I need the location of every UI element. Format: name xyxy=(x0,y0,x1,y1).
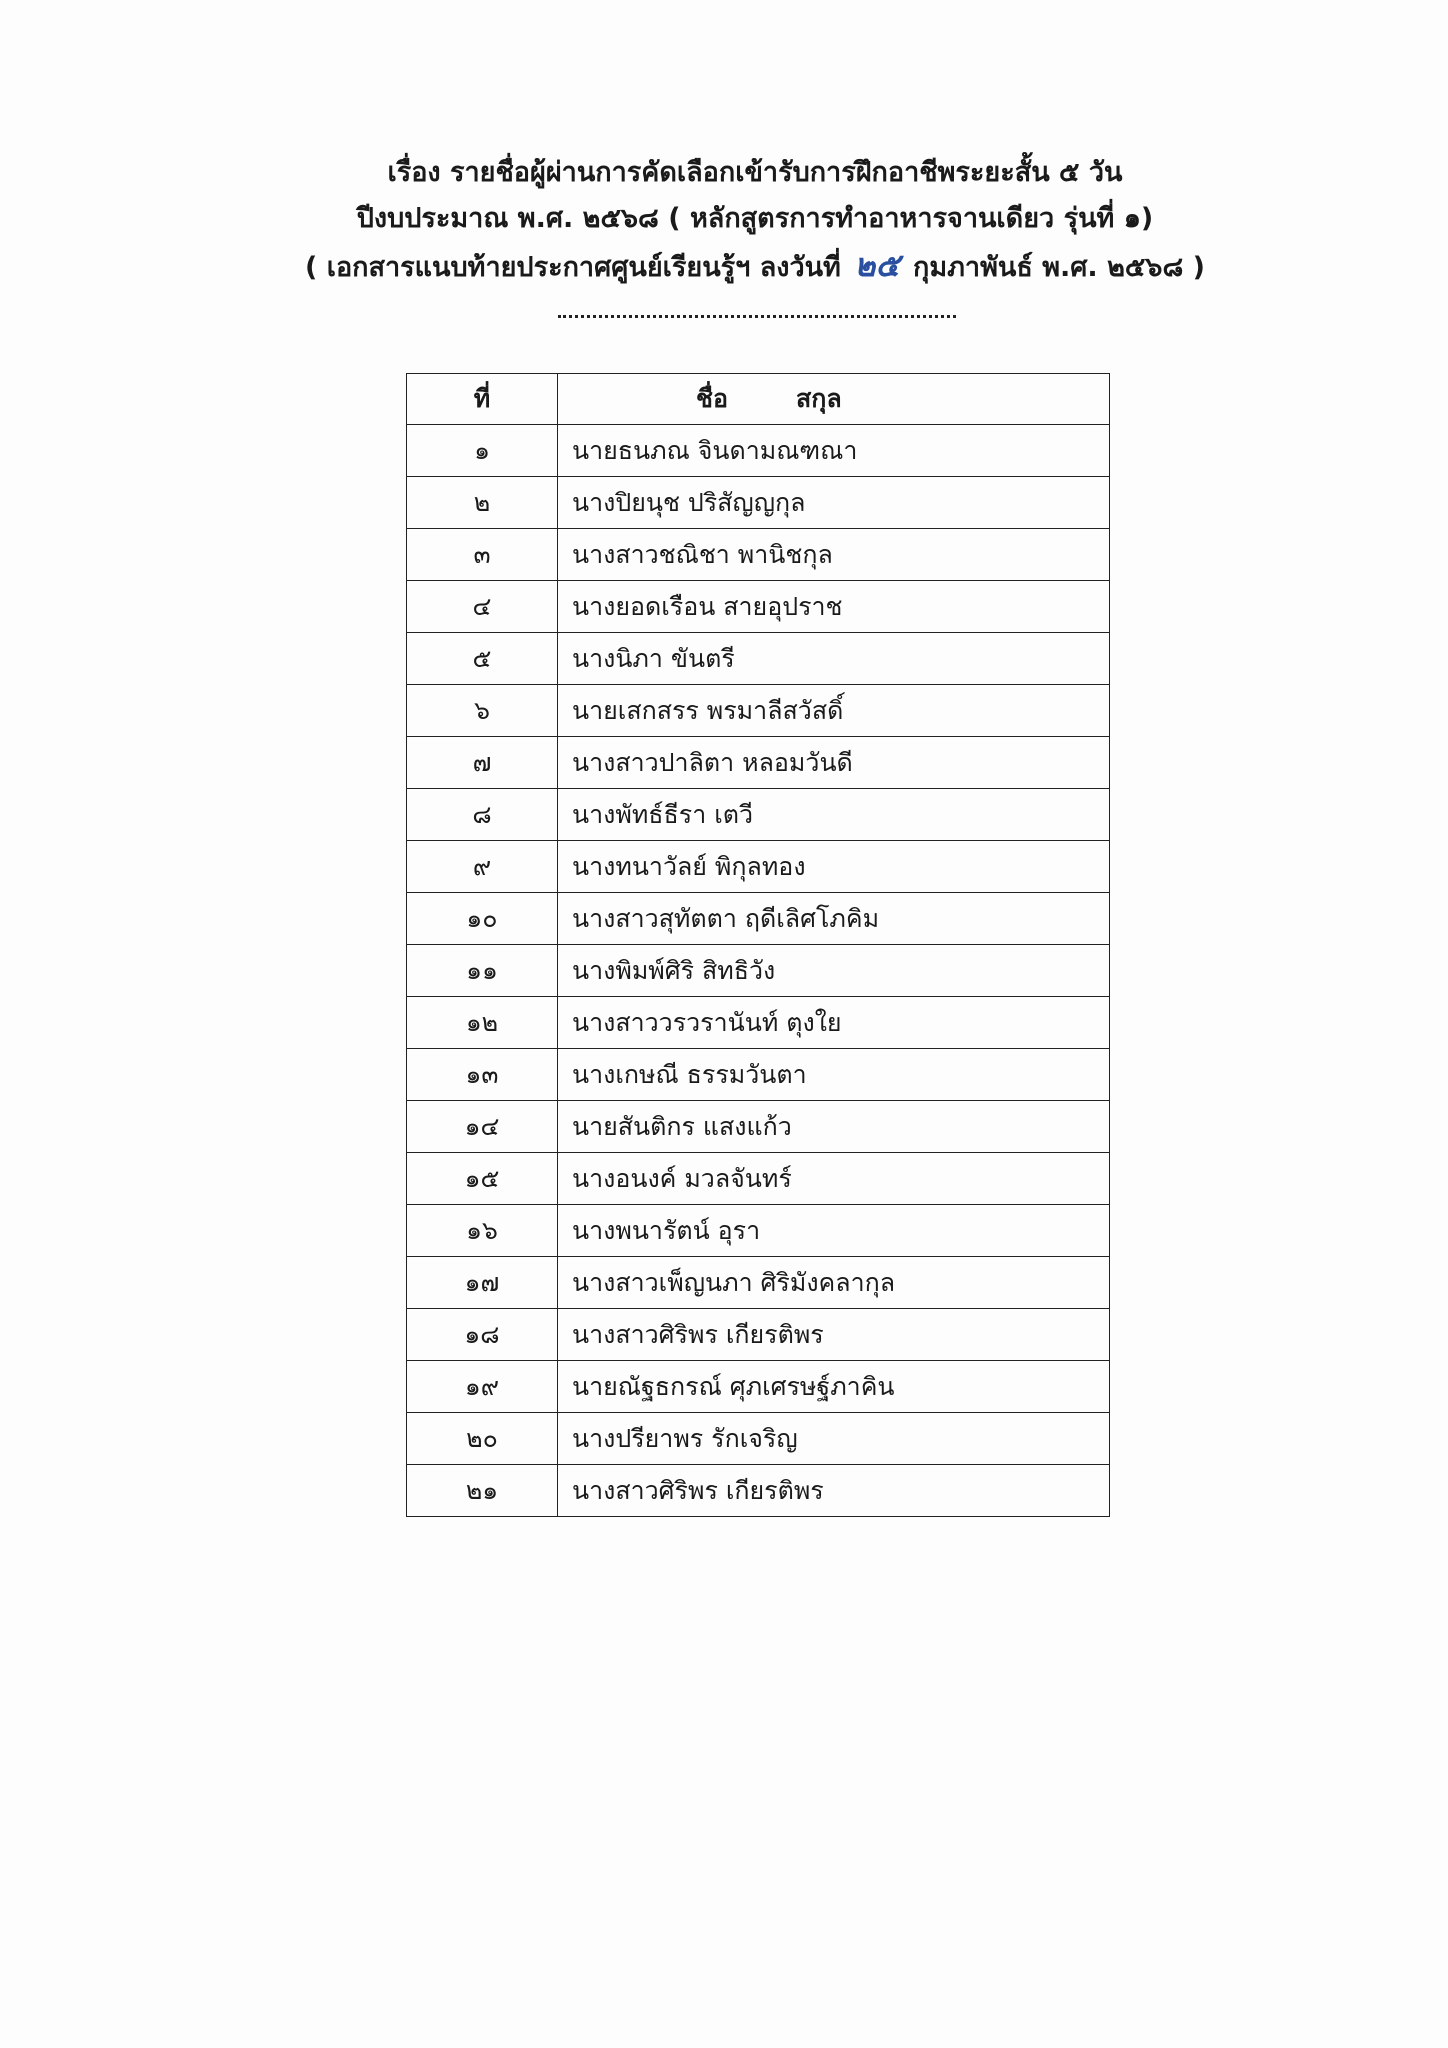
row-number: ๒๐ xyxy=(407,1413,558,1465)
participant-name: นางอนงค์ มวลจันทร์ xyxy=(558,1153,1110,1205)
row-number: ๓ xyxy=(407,529,558,581)
participant-name: นายสันติกร แสงแก้ว xyxy=(558,1101,1110,1153)
table-row xyxy=(407,789,1110,841)
participant-name: นางสาววรวรานันท์ ตุงใย xyxy=(558,997,1110,1049)
document-header xyxy=(0,150,1448,291)
table-row xyxy=(407,477,1110,529)
participant-name: นางปรียาพร รักเจริญ xyxy=(558,1413,1110,1465)
header-first-name: ชื่อ xyxy=(696,384,728,413)
participant-name: นางสาวปาลิตา หลอมวันดี xyxy=(558,737,1110,789)
header-last-name: สกุล xyxy=(796,384,842,413)
table-row xyxy=(407,1101,1110,1153)
participant-name: นางทนาวัลย์ พิกุลทอง xyxy=(558,841,1110,893)
participant-name: นางนิภา ขันตรี xyxy=(558,633,1110,685)
row-number: ๙ xyxy=(407,841,558,893)
participant-name: นางพิมพ์ศิริ สิทธิวัง xyxy=(558,945,1110,997)
header-no: ที่ xyxy=(407,374,558,425)
table-row xyxy=(407,945,1110,997)
table-row xyxy=(407,1465,1110,1517)
table-row xyxy=(407,529,1110,581)
row-number: ๑๖ xyxy=(407,1205,558,1257)
participant-name: นางปิยนุช ปริสัญญกุล xyxy=(558,477,1110,529)
participant-name: นางพัทธ์ธีรา เตวี xyxy=(558,789,1110,841)
row-number: ๑๘ xyxy=(407,1309,558,1361)
row-number: ๔ xyxy=(407,581,558,633)
header-name-cell xyxy=(558,374,1110,425)
table-row xyxy=(407,685,1110,737)
participant-name: นางสาวสุทัตตา ฤดีเลิศโภคิม xyxy=(558,893,1110,945)
row-number: ๑๒ xyxy=(407,997,558,1049)
dotted-separator xyxy=(558,295,956,318)
participant-name: นายณัฐธกรณ์ ศุภเศรษฐ์ภาคิน xyxy=(558,1361,1110,1413)
table-row xyxy=(407,1413,1110,1465)
participant-name: นางสาวศิริพร เกียรติพร xyxy=(558,1309,1110,1361)
row-number: ๑ xyxy=(407,425,558,477)
row-number: ๒๑ xyxy=(407,1465,558,1517)
row-number: ๑๑ xyxy=(407,945,558,997)
participant-name: นางสาวชณิชา พานิชกุล xyxy=(558,529,1110,581)
participant-name: นางยอดเรือน สายอุปราช xyxy=(558,581,1110,633)
header-attachment-note xyxy=(0,242,1448,291)
participants-table xyxy=(406,373,1110,1517)
row-number: ๑๗ xyxy=(407,1257,558,1309)
participant-name: นางสาวเพ็ญนภา ศิริมังคลากุล xyxy=(558,1257,1110,1309)
table-row xyxy=(407,737,1110,789)
table-row xyxy=(407,1205,1110,1257)
handwritten-date: ๒๕ xyxy=(854,246,900,284)
participant-name: นางพนารัตน์ อุรา xyxy=(558,1205,1110,1257)
header-fiscal-year: ปีงบประมาณ พ.ศ. ๒๕๖๘ ( หลักสูตรการทำอาหารจานเดียว รุ่นที่ ๑) xyxy=(356,203,1154,234)
table-row xyxy=(407,893,1110,945)
table-row xyxy=(407,997,1110,1049)
row-number: ๒ xyxy=(407,477,558,529)
attachment-note-prefix: ( เอกสารแนบท้ายประกาศศูนย์เรียนรู้ฯ ลงวันที่ xyxy=(304,252,841,283)
participant-name: นางสาวศิริพร เกียรติพร xyxy=(558,1465,1110,1517)
header-title: เรื่อง รายชื่อผู้ผ่านการคัดเลือกเข้ารับการฝึกอาชีพระยะสั้น ๕ วัน xyxy=(387,157,1123,188)
row-number: ๘ xyxy=(407,789,558,841)
row-number: ๑๙ xyxy=(407,1361,558,1413)
table-row xyxy=(407,633,1110,685)
row-number: ๑๐ xyxy=(407,893,558,945)
table-row xyxy=(407,1361,1110,1413)
row-number: ๑๕ xyxy=(407,1153,558,1205)
row-number: ๗ xyxy=(407,737,558,789)
row-number: ๖ xyxy=(407,685,558,737)
table-row xyxy=(407,841,1110,893)
participant-name: นายเสกสรร พรมาลีสวัสดิ์ xyxy=(558,685,1110,737)
table-row xyxy=(407,425,1110,477)
participant-name: นางเกษณี ธรรมวันตา xyxy=(558,1049,1110,1101)
table-row xyxy=(407,1049,1110,1101)
row-number: ๕ xyxy=(407,633,558,685)
row-number: ๑๔ xyxy=(407,1101,558,1153)
row-number: ๑๓ xyxy=(407,1049,558,1101)
table-row xyxy=(407,1309,1110,1361)
table-row xyxy=(407,1257,1110,1309)
table-row xyxy=(407,581,1110,633)
table-header-row xyxy=(407,374,1110,425)
participants-table-body xyxy=(407,425,1110,1517)
attachment-note-suffix: กุมภาพันธ์ พ.ศ. ๒๕๖๘ ) xyxy=(912,252,1206,283)
participant-name: นายธนภณ จินดามณฑณา xyxy=(558,425,1110,477)
table-row xyxy=(407,1153,1110,1205)
